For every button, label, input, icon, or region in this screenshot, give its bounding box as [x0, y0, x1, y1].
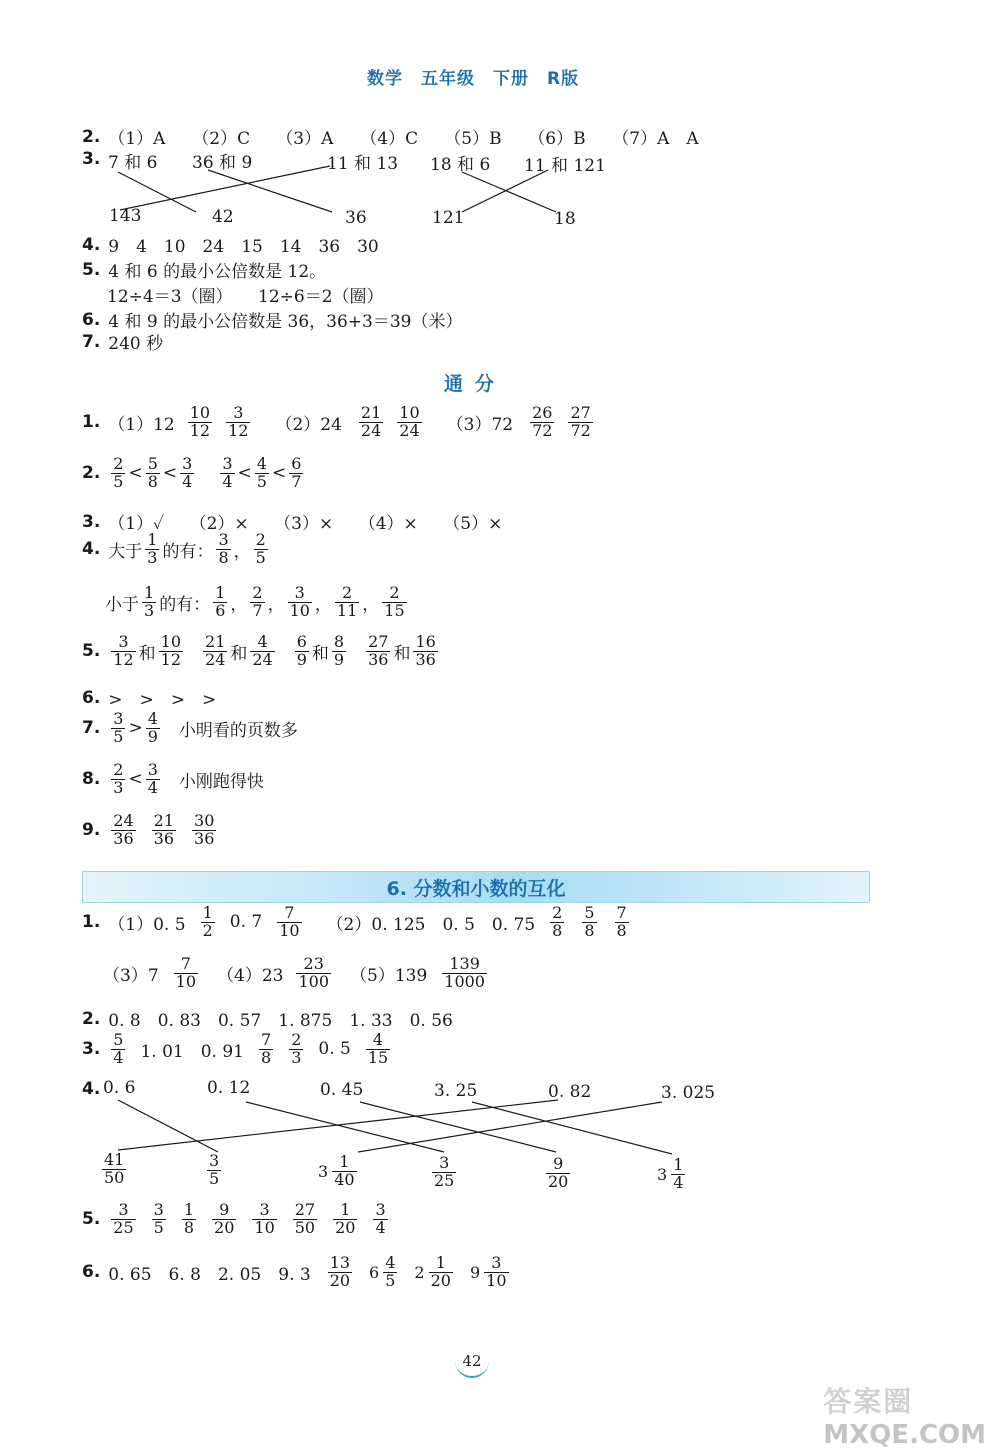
- s6-answer-1-line2: （3）7 $\frac{7}{10}$ （4）23 $\frac{23}{100}$ （5）139 $\frac{139}{1000}$: [103, 954, 485, 991]
- tongfen-answer-3: 3. （1）✓ （2）× （3）× （4）× （5）×: [82, 509, 502, 534]
- s6-answer-6: 6. 0. 65 6. 8 2. 05 9. 3 $\frac{13}{20}$ 6 $\frac{4}{5}$ 2 $\frac{1}{20}$ 9 $\frac{3}{10}$: [82, 1253, 507, 1290]
- match-top-1: 0. 6: [103, 1078, 136, 1098]
- fraction: $\frac{26}{72}$: [532, 403, 553, 440]
- fraction: $\frac{21}{24}$: [360, 403, 382, 440]
- match-top-5: 0. 82: [548, 1082, 592, 1102]
- answer-text: 9 4 10 24 15 14 36 30: [108, 237, 379, 257]
- tongfen-answer-6: 6. > > > >: [82, 685, 216, 710]
- answer-5-line2: 12÷4＝3（圈） 12÷6＝2（圈）: [107, 287, 384, 307]
- match-line: [358, 1102, 662, 1152]
- tongfen-answer-1: 1. （1）12 $\frac{10}{12}$ $\frac{3}{12}$ （2）24 $\frac{21}{24}$ $\frac{10}{24}$ （3）72 $\frac{26}{72}$ $\frac{27}{72}$: [82, 403, 591, 440]
- match-top-2: 0. 12: [207, 1078, 251, 1098]
- answer-item: （6）B: [528, 129, 586, 149]
- section-banner-title: 6. 分数和小数的互化: [386, 878, 566, 900]
- match-line: [360, 1102, 556, 1152]
- fraction: $\frac{10}{24}$: [399, 403, 420, 440]
- tongfen-answer-9: 9. $\frac{24}{36}$ $\frac{21}{36}$ $\frac{30}{36}$: [82, 811, 215, 848]
- page-number: 42: [455, 1348, 489, 1378]
- watermark: 答案圈 MXQE.COM: [823, 1385, 986, 1450]
- answer-item: （3）A: [276, 129, 334, 149]
- answer-7: 7. 240 秒: [82, 329, 163, 354]
- match-bottom-1: $\frac{41}{50}$: [104, 1150, 125, 1187]
- match-bottom-5: $\frac{9}{20}$: [548, 1154, 569, 1191]
- match-bottom-5: 18: [554, 209, 576, 229]
- tongfen-answer-4-line1: 4. 大于 $\frac{1}{3}$ 的有： $\frac{3}{8}$ ， $\frac{2}{5}$: [82, 530, 266, 567]
- match-line: [462, 170, 548, 212]
- answer-6: 6. 4 和 9 的最小公倍数是 36，36+3＝39（米）: [82, 307, 463, 332]
- match-line: [120, 166, 330, 210]
- match-top-3: 11 和 13: [327, 154, 399, 174]
- match-bottom-3: 3 $\frac{1}{40}$: [318, 1152, 355, 1189]
- question-number: 2.: [82, 126, 101, 147]
- tongfen-answer-7: 7. $\frac{3}{5}$ > $\frac{4}{9}$ 小明看的页数多: [82, 709, 298, 746]
- match-line: [462, 172, 556, 212]
- tongfen-answer-2: 2. $\frac{2}{5}$ < $\frac{5}{8}$ < $\frac{3}{4}$ $\frac{3}{4}$ < $\frac{4}{5}$ < $\frac{6}{7}$: [82, 454, 302, 491]
- answer-item: （2）C: [192, 129, 251, 149]
- match-bottom-4: 121: [432, 208, 465, 228]
- match-top-2: 36 和 9: [192, 153, 253, 173]
- match-top-4: 3. 25: [434, 1081, 478, 1101]
- match-line: [208, 170, 332, 212]
- fraction: $\frac{3}{12}$: [228, 403, 249, 440]
- answer-item: （5）B: [444, 129, 502, 149]
- match-top-6: 3. 025: [661, 1083, 716, 1103]
- answer-text: > > > >: [108, 690, 217, 710]
- match-top-5: 11 和 121: [524, 156, 606, 176]
- match-top-1: 7 和 6: [108, 153, 158, 173]
- s6-answer-2: 2. 0. 8 0. 83 0. 57 1. 875 1. 33 0. 56: [82, 1006, 453, 1031]
- answer-item: （7）A A: [612, 129, 699, 149]
- answer-text: 0. 8 0. 83 0. 57 1. 875 1. 33 0. 56: [108, 1011, 453, 1031]
- answer-text: （1）✓ （2）× （3）× （4）× （5）×: [108, 514, 503, 534]
- s6-answer-3: 3. $\frac{5}{4}$ 1. 01 0. 91 $\frac{7}{8}$ $\frac{2}{3}$ 0. 5 $\frac{4}{15}$: [82, 1030, 389, 1067]
- match-bottom-2: $\frac{3}{5}$: [209, 1151, 220, 1188]
- s6-answer-1-line1: 1. （1）0. 5 $\frac{1}{2}$ 0. 7 $\frac{7}{10}$ （2）0. 125 0. 5 0. 75 $\frac{2}{8}$ $\frac{5}{8}$ $\frac{7}{8}$: [82, 903, 627, 940]
- tongfen-answer-4-line2: 小于 $\frac{1}{3}$ 的有： $\frac{1}{6}$ ， $\frac{2}{7}$ ， $\frac{3}{10}$ ， $\frac{2}{11}$ ， $\frac{2}{15}$: [105, 583, 405, 620]
- s6-answer-4-number: 4.: [82, 1079, 101, 1099]
- match-bottom-1: 143: [109, 206, 142, 226]
- answer-item: （1）A: [108, 129, 166, 149]
- page-header: 数学 五年级 下册 R版: [367, 69, 580, 89]
- fraction: $\frac{10}{12}$: [189, 403, 211, 440]
- answer-5: 5. 4 和 6 的最小公倍数是 12。: [82, 257, 326, 282]
- section-title-tongfen: 通分: [444, 373, 507, 395]
- s6-answer-5: 5. $\frac{3}{25}$ $\frac{3}{5}$ $\frac{1}{8}$ $\frac{9}{20}$ $\frac{3}{10}$ $\frac{27}{50}$ $\frac{1}{20}$ $\frac{3}{4}$: [82, 1200, 386, 1237]
- tongfen-answer-5: 5. $\frac{3}{12}$ 和 $\frac{10}{12}$ $\frac{21}{24}$ 和 $\frac{4}{24}$ $\frac{6}{9}$ 和 $\frac{8}{9}$ $\frac{27}{36}$ 和 $\frac{16}{36}$: [82, 632, 436, 669]
- match-line: [118, 172, 196, 212]
- tongfen-answer-8: 8. $\frac{2}{3}$ < $\frac{3}{4}$ 小刚跑得快: [82, 760, 264, 797]
- match-bottom-4: $\frac{3}{25}$: [434, 1153, 455, 1190]
- match-top-3: 0. 45: [320, 1080, 364, 1100]
- match-bottom-2: 42: [212, 207, 234, 227]
- fraction: $\frac{27}{72}$: [570, 403, 591, 440]
- match-bottom-3: 36: [345, 208, 367, 228]
- answer-text: 240 秒: [108, 334, 164, 354]
- match-bottom-6: 3 $\frac{1}{4}$: [657, 1155, 684, 1192]
- match-top-4: 18 和 6: [430, 155, 491, 175]
- answer-4: 4. 9 4 10 24 15 14 36 30: [82, 232, 379, 257]
- answer-text: 4 和 6 的最小公倍数是 12。: [108, 262, 327, 282]
- answer-text: 4 和 9 的最小公倍数是 36，36+3＝39（米）: [108, 312, 463, 332]
- match-line: [246, 1102, 444, 1152]
- answer-3-number: 3.: [82, 149, 101, 169]
- answer-item: （4）C: [360, 129, 419, 149]
